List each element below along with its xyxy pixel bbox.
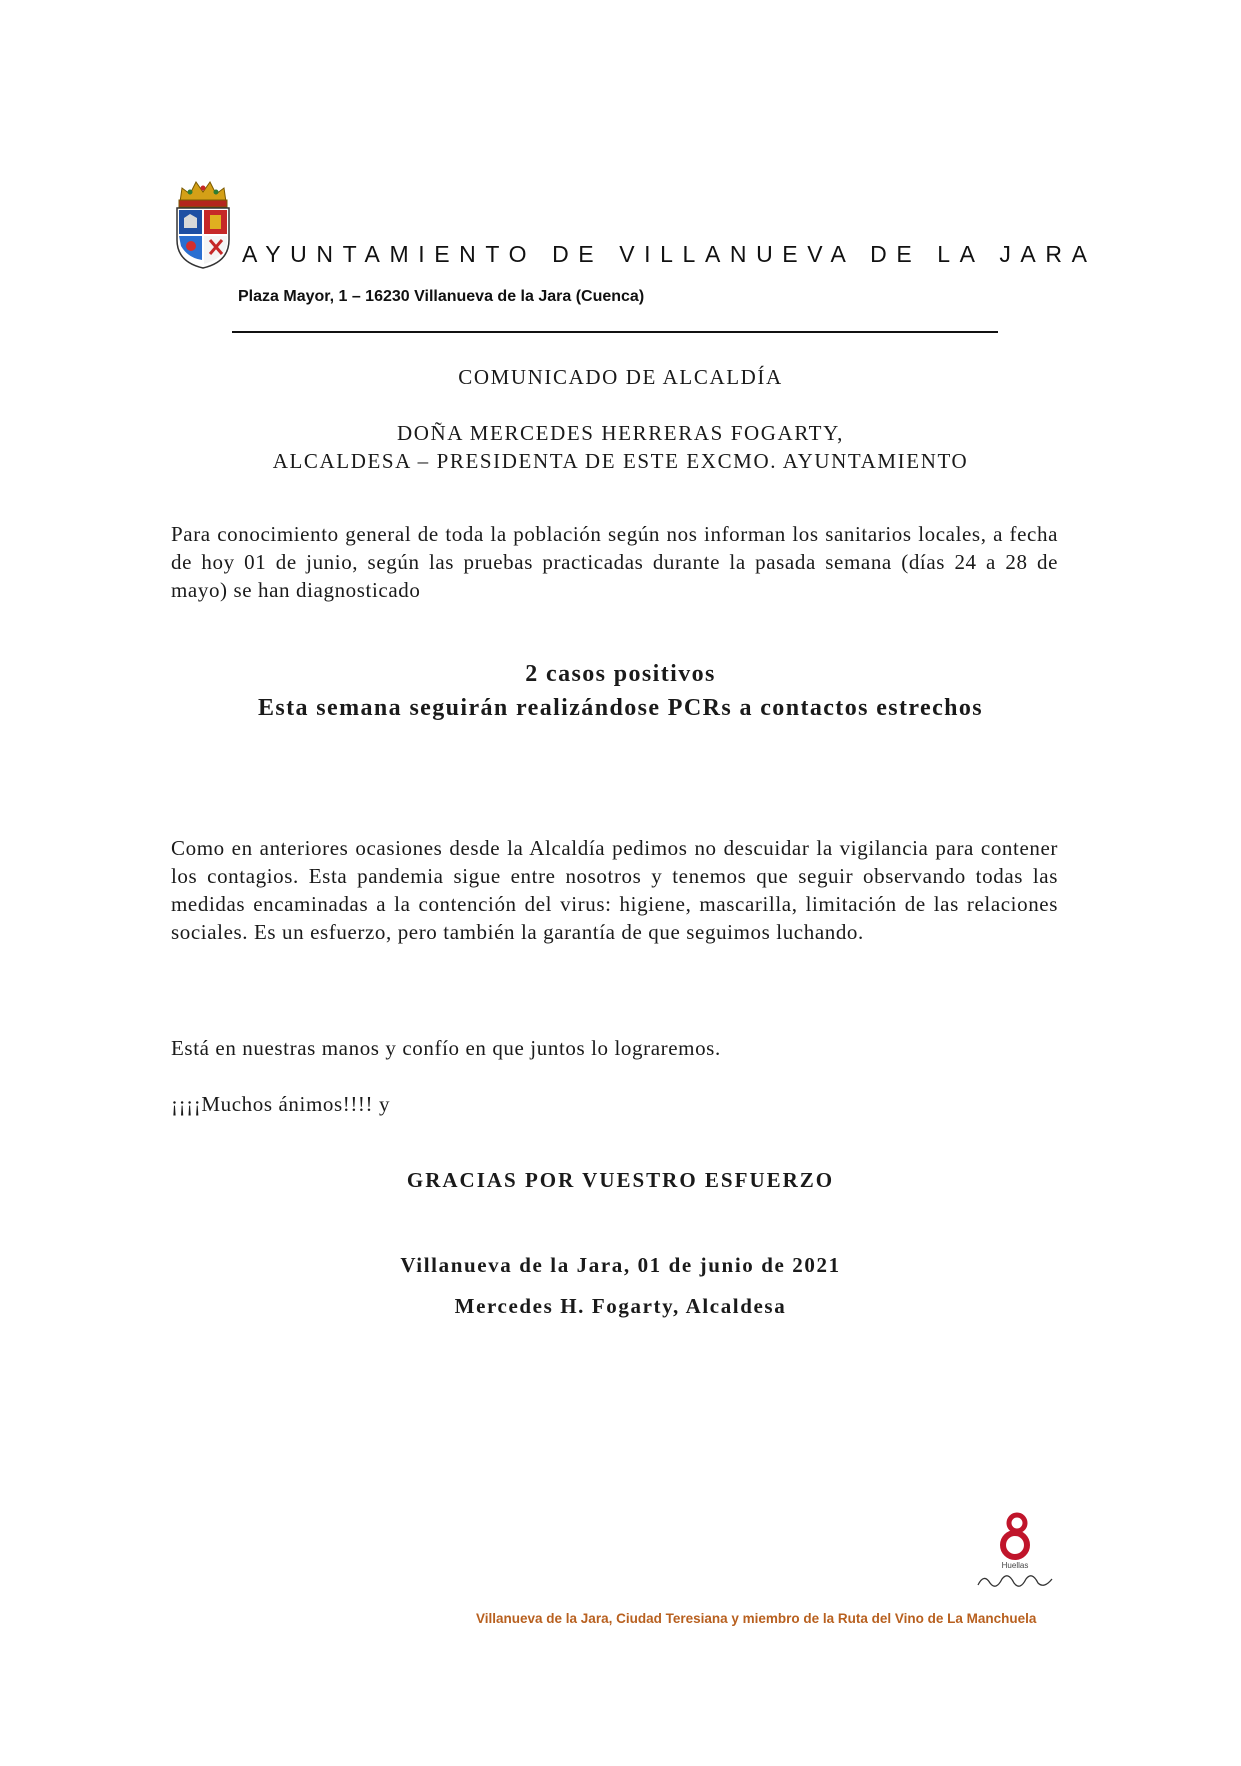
appeal-paragraph: Como en anteriores ocasiones desde la Alcaldía pedimos no descuidar la vigilancia para contener los contagios. Esta pandemia sigue entre nosotros y tenemos que seguir observando todas las medidas encaminadas a la contención del virus: higiene, mascarilla, limitación de las relaciones sociales. Es un esfuerzo, pero también la garantía de que seguimos luchando. <box>171 836 1058 944</box>
intro-paragraph: Para conocimiento general de toda la población según nos informan los sanitarios locales, a fecha de hoy 01 de junio, según las pruebas practicadas durante la pasada semana (días 24 a 28 de mayo) se han diagnosticado <box>171 522 1058 602</box>
positive-cases: 2 casos positivos <box>525 661 716 687</box>
organization-name: AYUNTAMIENTO DE VILLANUEVA DE LA JARA <box>242 241 1097 267</box>
footer-tagline: Villanueva de la Jara, Ciudad Teresiana y miembro de la Ruta del Vino de La Manchuela <box>476 1611 1037 1626</box>
organization-address: Plaza Mayor, 1 – 16230 Villanueva de la Jara (Cuenca) <box>238 288 645 305</box>
mayor-name: DOÑA MERCEDES HERRERAS FOGARTY, <box>396 421 844 445</box>
signatory-name: Mercedes H. Fogarty, Alcaldesa <box>454 1294 787 1318</box>
signature-place-date: Villanueva de la Jara, 01 de junio de 2021 <box>400 1253 841 1277</box>
header-divider <box>232 331 998 333</box>
pcr-notice: Esta semana seguirán realizándose PCRs a contactos estrechos <box>257 695 984 721</box>
huellas-wine-route-logo-icon <box>970 1509 1060 1595</box>
svg-text:Huellas: Huellas <box>1001 1561 1029 1570</box>
confidence-paragraph: Está en nuestras manos y confío en que juntos lo lograremos. <box>171 1036 721 1060</box>
encouragement-line: ¡¡¡¡Muchos ánimos!!!! y <box>171 1092 391 1116</box>
mayor-title: ALCALDESA – PRESIDENTA DE ESTE EXCMO. AYUNTAMIENTO <box>272 449 969 473</box>
document-type: COMUNICADO DE ALCALDÍA <box>458 365 783 389</box>
coat-of-arms-icon <box>170 174 236 270</box>
thanks-heading: GRACIAS POR VUESTRO ESFUERZO <box>406 1168 835 1192</box>
